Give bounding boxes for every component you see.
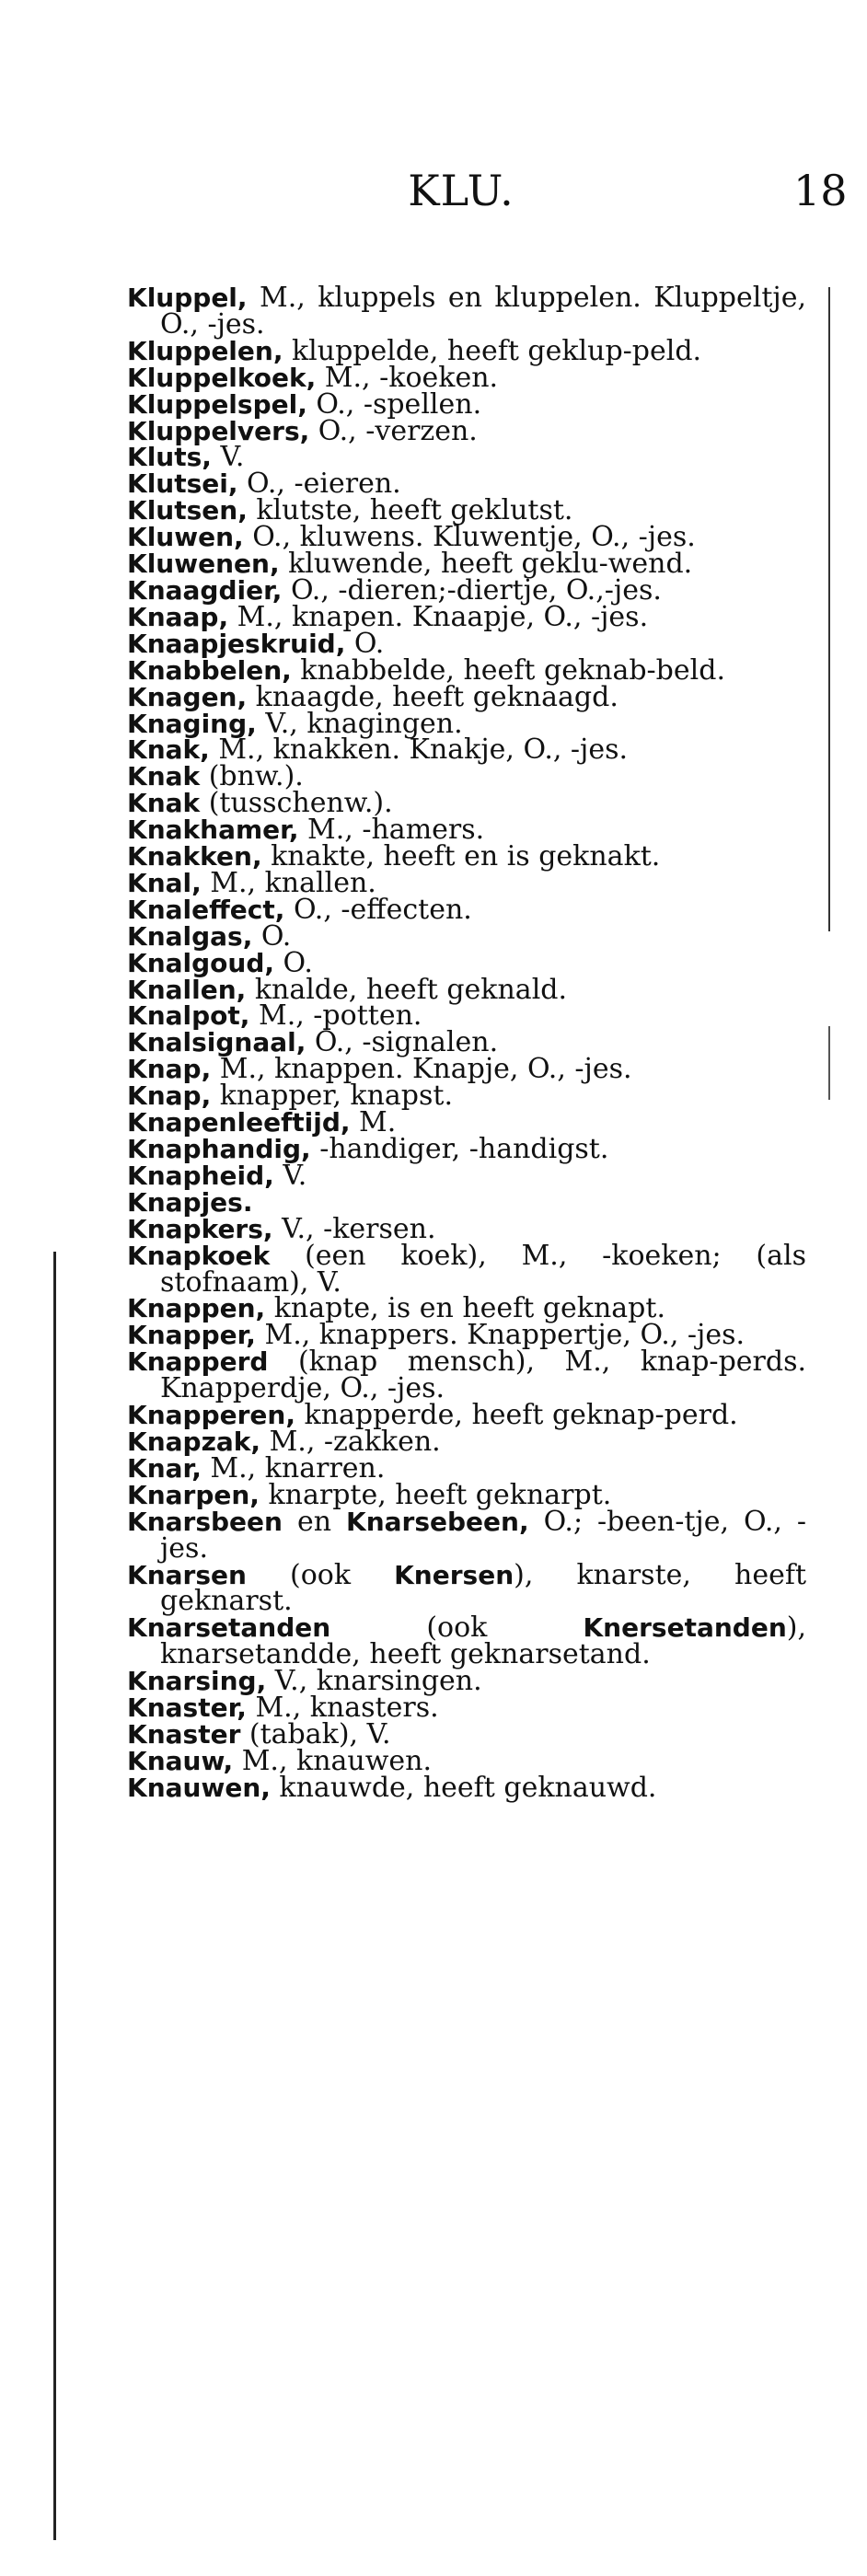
entry-headword: Kluwenen, — [127, 549, 280, 580]
entry-headword: Knak, — [127, 734, 210, 766]
entry-headword: Knaster — [127, 1718, 241, 1750]
dictionary-entry — [127, 441, 806, 474]
entry-definition: knaagde, heeft geknaagd. — [247, 680, 618, 713]
entry-definition: M., -koeken. — [316, 361, 499, 394]
entry-headword: Kluwen, — [127, 522, 244, 553]
dictionary-entry — [127, 1771, 806, 1804]
entry-headword: Knarsen — [127, 1559, 247, 1590]
entry-definition: ), knarsetandde, heeft geknarsetand. — [160, 1611, 806, 1671]
entry-headword: Knaster, — [127, 1692, 247, 1724]
entry-headword: Knap, — [127, 1080, 212, 1112]
dictionary-entry — [127, 1692, 806, 1725]
entry-definition: (bnw.). — [200, 760, 304, 793]
dictionary-entry — [127, 282, 806, 341]
entry-definition: knapte, is en heeft geknapt. — [265, 1292, 665, 1325]
entry-headword: Knak — [127, 761, 201, 792]
dictionary-entry — [127, 1611, 806, 1671]
entry-headword: Knapper, — [127, 1320, 256, 1351]
entry-headword: Knak — [127, 788, 201, 819]
entry-definition: M., -potten. — [249, 999, 422, 1033]
entry-definition: kluwende, heeft geklu-wend. — [279, 548, 693, 581]
entry-definition: knapperde, heeft geknap-perd. — [295, 1399, 738, 1432]
entry-headword: Knakhamer, — [127, 814, 299, 846]
entry-headword: Knakken, — [127, 841, 262, 872]
entry-headword: Knapzak, — [127, 1426, 261, 1457]
entry-definition: (ook — [330, 1611, 584, 1645]
entry-definition: knapper, knapst. — [211, 1080, 453, 1113]
entry-headword: Knarsebeen, — [346, 1506, 529, 1537]
entry-headword: Knalsignaal, — [127, 1027, 306, 1058]
entry-definition: (tabak), V. — [240, 1717, 391, 1750]
entry-definition: O., -eieren. — [237, 468, 401, 501]
entry-definition: knarpte, heeft geknarpt. — [259, 1478, 612, 1511]
entry-definition: (knap mensch), M., knap-perds. Knapperdje, O., -jes. — [160, 1346, 806, 1405]
dictionary-entry — [127, 893, 806, 926]
entry-definition: klutste, heeft geklutst. — [247, 494, 573, 527]
entry-definition: O. — [252, 919, 292, 953]
dictionary-entry — [127, 1080, 806, 1113]
entry-headword: Kluppelen, — [127, 335, 283, 366]
dictionary-entry — [127, 919, 806, 953]
entry-headword: Knabbelen, — [127, 654, 292, 686]
entry-headword: Knaphandig, — [127, 1134, 311, 1164]
entry-headword: Knallen, — [127, 974, 247, 1005]
entry-headword: Kluppelvers, — [127, 415, 310, 446]
entry-definition: M., knallen. — [201, 866, 376, 899]
entry-headword: Knapkoek — [127, 1240, 271, 1271]
entry-headword: Knar, — [127, 1452, 202, 1484]
entry-headword: Knapjes. — [127, 1186, 253, 1218]
entry-headword: Knaagdier, — [127, 574, 283, 606]
entry-definition: O., -effecten. — [284, 893, 472, 926]
dictionary-entry — [127, 1159, 806, 1192]
entry-definition: M., -hamers. — [298, 814, 485, 847]
entry-headword: Kluppel, — [127, 283, 248, 313]
entry-definition: V. — [211, 441, 245, 474]
entry-headword: Knalgoud, — [127, 947, 275, 978]
entry-headword: Klutsen, — [127, 495, 248, 526]
entry-headword: Knarsbeen — [127, 1506, 283, 1537]
entry-definition: M., knappen. Knapje, O., -jes. — [211, 1053, 632, 1086]
entry-definition: O., kluwens. Kluwentje, O., -jes. — [243, 521, 696, 554]
dictionary-entry — [127, 1558, 806, 1618]
entry-headword: Knalpot, — [127, 1000, 250, 1032]
entry-definition: O., -signalen. — [306, 1026, 499, 1059]
entry-definition: O., -verzen. — [309, 414, 478, 447]
entry-headword: Knarsetanden — [127, 1612, 331, 1644]
entry-definition: -handiger, -handigst. — [310, 1133, 609, 1165]
entry-definition: (tusschenw.). — [200, 787, 393, 820]
entry-headword: Knapperen, — [127, 1400, 295, 1431]
dictionary-entry — [127, 1505, 807, 1565]
entry-definition: knauwde, heeft geknauwd. — [270, 1771, 657, 1804]
entry-headword: Knapperd — [127, 1346, 269, 1378]
entry-headword: Knaging, — [127, 708, 257, 739]
entry-definition: knakte, heeft en is geknakt. — [261, 840, 661, 873]
entry-headword: Knarpen, — [127, 1479, 260, 1510]
entry-headword: Knapenleeftijd, — [127, 1107, 351, 1138]
entry-definition: M., knasters. — [246, 1692, 439, 1725]
entry-definition: V., knarsingen. — [266, 1665, 482, 1698]
entry-definition: V. — [273, 1159, 307, 1192]
dictionary-entry — [127, 1133, 806, 1165]
page-header-title: KLU. — [408, 166, 514, 215]
entry-definition: M. — [350, 1106, 397, 1139]
entry-definition: knabbelde, heeft geknab-beld. — [291, 653, 725, 687]
entry-headword: Knaleffect, — [127, 894, 285, 925]
entry-definition: en — [282, 1505, 347, 1538]
entry-headword: Knauwen, — [127, 1772, 271, 1803]
entry-headword: Knarsing, — [127, 1666, 267, 1697]
entry-headword: Knersen — [394, 1559, 514, 1590]
entry-definition: O. — [274, 946, 313, 979]
entry-headword: Knauw, — [127, 1745, 234, 1776]
entry-definition: O., -spellen. — [306, 387, 482, 421]
entry-definition: M., kluppels en kluppelen. Kluppeltje, O., -jes. — [160, 282, 806, 341]
entry-headword: Knapkers, — [127, 1213, 273, 1244]
entry-headword: Knapheid, — [127, 1160, 274, 1191]
entry-headword: Knap, — [127, 1054, 212, 1085]
dictionary-entries — [127, 282, 807, 1804]
entry-definition: (ook — [246, 1558, 395, 1591]
dictionary-entry — [127, 1717, 806, 1750]
entry-definition: O. — [345, 627, 385, 660]
entry-headword: Knal, — [127, 867, 202, 898]
entry-definition: knalde, heeft geknald. — [246, 973, 568, 1006]
column-rule-right-lower — [828, 1026, 830, 1100]
entry-definition: O.; -been-tje, O., -jes. — [160, 1505, 807, 1565]
entry-definition: kluppelde, heeft geklup-peld. — [283, 334, 702, 367]
entry-headword: Knaap, — [127, 601, 229, 632]
entry-definition: (een koek), M., -koeken; (als stofnaam), V. — [160, 1239, 806, 1299]
entry-headword: Knagen, — [127, 681, 248, 712]
dictionary-entry — [127, 1239, 806, 1299]
entry-headword: Knersetanden — [583, 1612, 787, 1644]
entry-headword: Knaapjeskruid, — [127, 628, 346, 659]
entry-headword: Kluppelspel, — [127, 388, 307, 420]
entry-definition: V., -kersen. — [272, 1212, 436, 1245]
page-number: 18 — [793, 166, 848, 215]
dictionary-entry — [127, 1399, 806, 1432]
column-rule-left — [53, 1252, 56, 2540]
entry-definition: O., -dieren;-diertje, O.,-jes. — [282, 573, 662, 606]
dictionary-entry — [127, 680, 806, 713]
entry-definition: M., knappers. Knappertje, O., -jes. — [255, 1319, 746, 1352]
entry-headword: Knalgas, — [127, 920, 253, 952]
entry-headword: Kluts, — [127, 442, 212, 473]
entry-definition: V., knagingen. — [256, 707, 463, 740]
entry-headword: Klutsei, — [127, 468, 238, 500]
entry-definition: M., knakken. Knakje, O., -jes. — [209, 734, 629, 767]
entry-headword: Knappen, — [127, 1293, 266, 1324]
entry-definition: M., knarren. — [201, 1451, 386, 1484]
entry-definition: M., -zakken. — [260, 1425, 441, 1458]
entry-headword: Kluppelkoek, — [127, 362, 317, 393]
dictionary-entry — [127, 1665, 806, 1698]
entry-definition: M., knapen. Knaapje, O., -jes. — [228, 600, 649, 633]
entry-definition: ), knarste, heeft geknarst. — [160, 1558, 806, 1618]
dictionary-entry — [127, 1346, 806, 1405]
entry-definition: M., knauwen. — [233, 1744, 433, 1777]
column-rule-right — [828, 287, 830, 931]
dictionary-entry — [127, 600, 806, 633]
dictionary-entry — [127, 1186, 806, 1218]
